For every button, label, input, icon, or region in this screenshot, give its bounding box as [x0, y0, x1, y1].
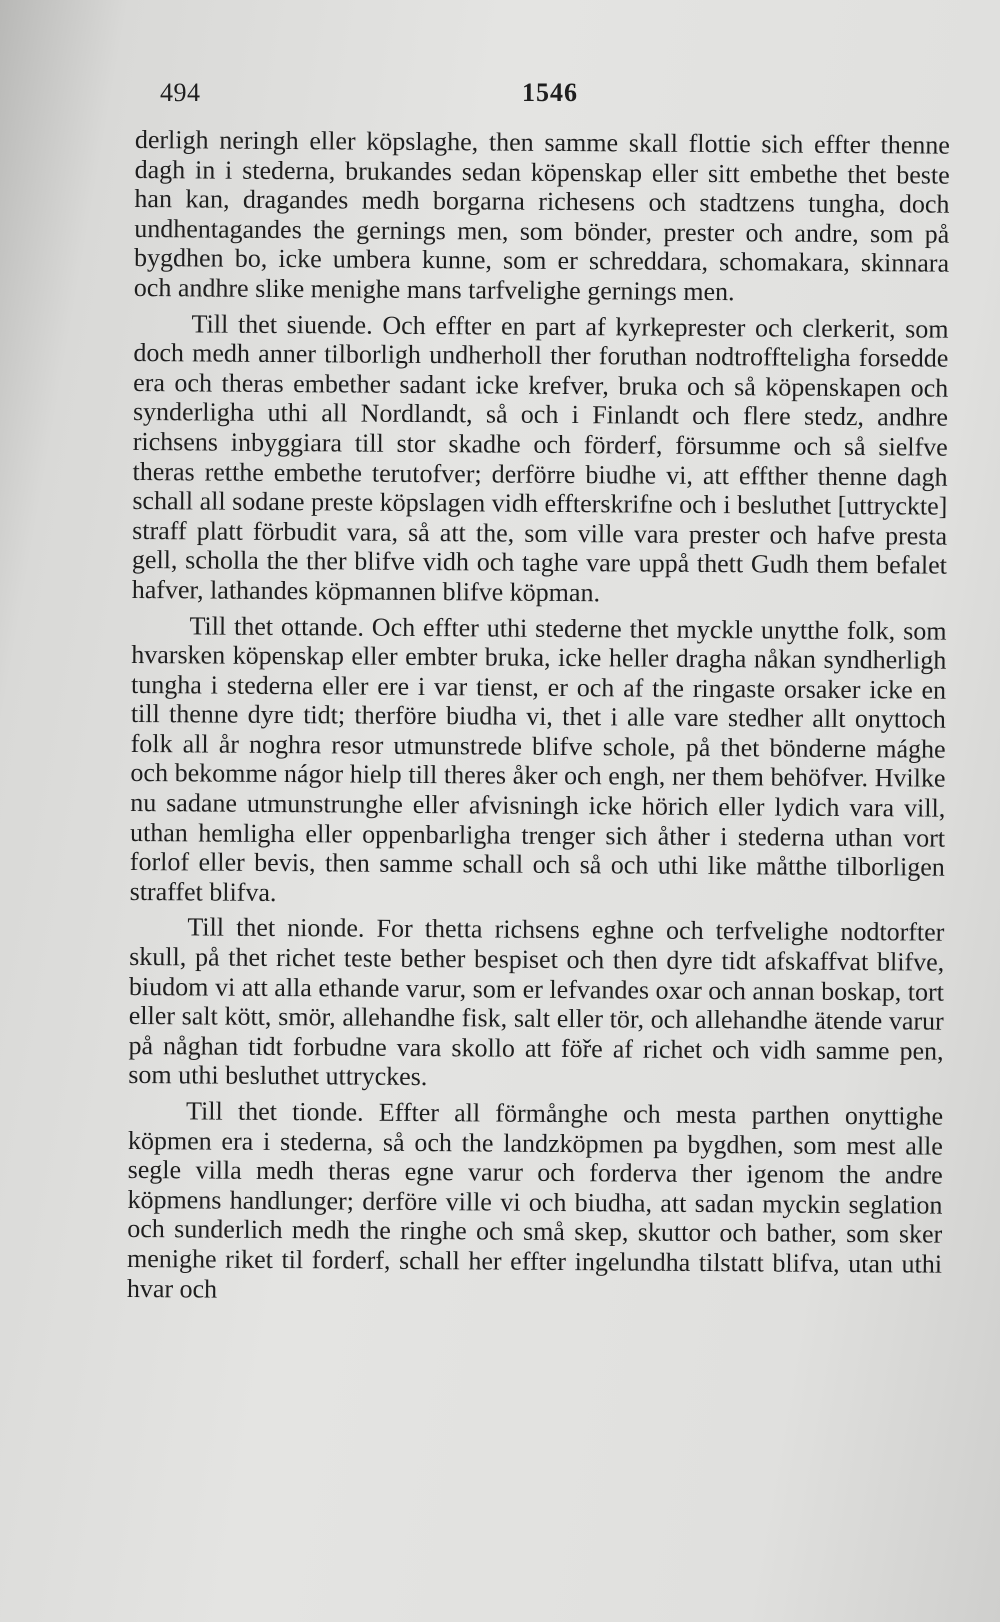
paragraph: Till thet tionde. Effter all förmånghe och mesta parthen onyttighe köpmen era i stederna, så och the landzköpmen pa bygdhen, som mest alle segle villa medh theras egne varur och forderva ther igenom the andre köpmens handlunger; derföre ville vi och biudha, att sadan myckin seglation och sunderlich medh the ringhe och små skep, skuttor och bather, som sker menighe riket til forderf, schall her effter ingelundha tilstatt blifva, utan uthi hvar och — [126, 1096, 944, 1304]
running-header-year: 1546 — [522, 78, 578, 107]
paragraph: derligh neringh eller köpslaghe, then samme skall flottie sich effter thenne dagh in i stederna, brukandes sedan köpenskap eller sitt embethe thet beste han kan, dragandes medh borgarna richesens och stadtzens tungha, doch undhentagandes the gernings men, som bönder, prester och andre, som på bygdhen bo, icke umbera kunne, som er schreddara, schomakara, skinnara och andhre slike menighe mans tarfvelighe gernings men. — [133, 125, 950, 307]
page-number: 494 — [160, 78, 201, 107]
body-text — [127, 125, 950, 1309]
paragraph: Till thet nionde. For thetta richsens eghne och terfvelighe nodtorfter skull, på thet richet teste bether bespiset och then dyre tidt afskaffvat blifve, biudom vi att alla ethande varur, som er lefvandes oxar och annan boskap, tort eller salt kött, smör, allehandhe fisk, salt eller tör, och allehandhe ätende varur på någhan tidt forbudne vara skollo att föře af richet och vidh samme pen, som uthi besluthet uttryckes. — [128, 912, 945, 1092]
paragraph: Till thet siuende. Och effter en part af kyrkeprester och clerkerit, som doch medh anner tilborligh undherholl ther foruthan nodtroffteligha forsedde era och theras embether sadant icke krefver, bruka och så köpenskapen och synderligha uthi all Nordlandt, så och i Finlandt och flere stedz, andhre richsens inbyggiara till stor skadhe och förderf, försumme och så sielfve theras retthe embethe terutofver; derförre biudhe vi, att effther thenne dagh schall all sodane preste köpslagen vidh effterskrifne och i besluthet [uttryckte] straff platt förbudit vara, så att the, som ville vara prester och hafve presta gell, scholla the ther blifve vidh och taghe vare uppå thett Gudh them befalet hafver, lathandes köpmannen blifve köpman. — [131, 308, 949, 608]
paragraph: Till thet ottande. Och effter uthi stederne thet myckle unytthe folk, som hvarsken köpenskap eller embter bruka, icke heller dragha nåkan syndherligh tungha i stederna eller ere i var tienst, er och af the ringaste orsaker icke en till thenne dyre tidt; therföre biudha vi, thet i alle vare stedher allt onyttoch folk all år noghra resor utmunstrede blifve schole, på thet bönderne mághe och bekomme nágor hielp till theres åker och engh, ner them behöfver. Hvilke nu sadane utmunstrunghe eller afvisningh icke hörich eller lydich vara vill, uthan hemligha eller oppenbarligha trenger sich åther i stederna uthan vort forlof eller bevis, then samme schall och så och uthi like måtthe tilborligen straffet blifva. — [129, 610, 947, 907]
